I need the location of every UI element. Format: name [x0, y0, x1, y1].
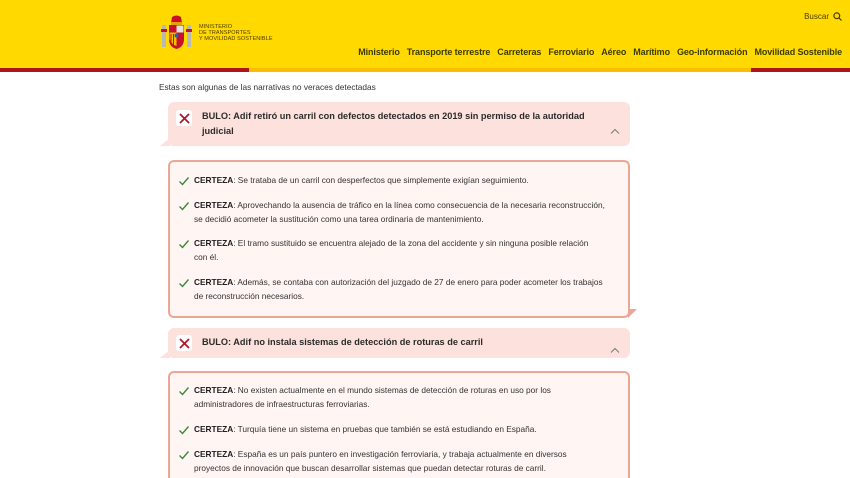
- chevron-up-icon[interactable]: [610, 121, 620, 139]
- bulo-accordion-header-1[interactable]: [168, 102, 630, 146]
- certeza-text: proyectos de innovación que buscan desarrollar sistemas que puedan detectar roturas de carril.: [194, 462, 546, 473]
- main-nav: [358, 47, 842, 57]
- nav-carreteras[interactable]: Carreteras: [497, 47, 542, 57]
- certeza-text: : España es un país puntero en investigación ferroviaria, y trabaja actualmente en diversos: [233, 449, 567, 459]
- logo-line-2: DE TRANSPORTES: [199, 30, 251, 36]
- bulo-title-line: judicial: [202, 126, 234, 136]
- certeza-label: CERTEZA: [194, 238, 234, 248]
- logo-line-3: Y MOVILIDAD SOSTENIBLE: [199, 36, 273, 42]
- search-label: Buscar: [804, 12, 829, 21]
- certeza-text: se decidió acometer la sustitución como una tarea ordinaria de mantenimiento.: [194, 213, 484, 224]
- certeza-item: [178, 237, 622, 264]
- nav-geo-informacion[interactable]: Geo-información: [676, 47, 748, 57]
- certeza-text: : Turquía tiene un sistema en pruebas que también se está estudiando en España.: [233, 424, 537, 434]
- nav-maritimo[interactable]: Marítimo: [633, 47, 670, 57]
- certeza-label: CERTEZA: [194, 277, 234, 287]
- certeza-text: : Además, se contaba con autorización del juzgado de 27 de enero para poder acometer los trabajos: [233, 277, 603, 287]
- certeza-label: CERTEZA: [194, 385, 234, 395]
- bulo-title-1: [202, 109, 585, 139]
- logo-line-1: MINISTERIO: [199, 24, 233, 30]
- bulo-accordion-header-2[interactable]: [168, 328, 630, 358]
- certeza-label: CERTEZA: [194, 200, 234, 210]
- nav-aereo[interactable]: Aéreo: [601, 47, 627, 57]
- certeza-item: [178, 276, 622, 303]
- header-stripe-red-left: [0, 68, 249, 72]
- bulo-title-line: BULO: Adif no instala sistemas de detección de roturas de carril: [202, 337, 483, 347]
- check-icon: [178, 449, 190, 461]
- certeza-text: : No existen actualmente en el mundo sistemas de detección de roturas en uso por los: [233, 385, 551, 395]
- certeza-item: [178, 423, 622, 437]
- certeza-item: [178, 448, 622, 475]
- ministry-name: [199, 24, 273, 42]
- bulo-title-line: BULO: Adif retiró un carril con defectos detectados en 2019 sin permiso de la autoridad: [202, 111, 585, 121]
- certeza-panel-1: [168, 160, 630, 318]
- certeza-text: : El tramo sustituido se encuentra alejado de la zona del accidente y sin ninguna posible relación: [233, 238, 589, 248]
- header-stripe-red-right: [751, 68, 850, 72]
- search-button[interactable]: [804, 12, 842, 21]
- certeza-text: : Se trataba de un carril con desperfectos que simplemente exigían seguimiento.: [233, 175, 529, 185]
- check-icon: [178, 424, 190, 436]
- certeza-text: : Aprovechando la ausencia de tráfico en la línea como consecuencia de la necesaria reconstrucción,: [233, 200, 605, 210]
- check-icon: [178, 175, 190, 187]
- intro-text: Estas son algunas de las narrativas no veraces detectadas: [159, 82, 376, 92]
- header-stripe-orange: [249, 68, 751, 72]
- certeza-text: de reconstrucción necesarios.: [194, 290, 305, 301]
- certeza-label: CERTEZA: [194, 175, 234, 185]
- certeza-item: [178, 174, 622, 188]
- check-icon: [178, 277, 190, 289]
- check-icon: [178, 238, 190, 250]
- coat-of-arms-icon: [160, 15, 193, 51]
- x-icon: [176, 110, 192, 126]
- certeza-item: [178, 384, 622, 411]
- nav-ferroviario[interactable]: Ferroviario: [548, 47, 595, 57]
- certeza-text: con él.: [194, 251, 219, 262]
- certeza-item: [178, 199, 622, 226]
- search-icon: [833, 12, 842, 21]
- chevron-up-icon[interactable]: [610, 340, 620, 358]
- x-icon: [176, 335, 192, 351]
- nav-transporte-terrestre[interactable]: Transporte terrestre: [406, 47, 491, 57]
- check-icon: [178, 200, 190, 212]
- certeza-label: CERTEZA: [194, 449, 234, 459]
- bulo-title-2: [202, 335, 483, 350]
- certeza-text: administradores de infraestructuras ferroviarias.: [194, 398, 370, 409]
- ministry-logo[interactable]: [160, 15, 273, 51]
- certeza-panel-2: [168, 371, 630, 478]
- check-icon: [178, 385, 190, 397]
- certeza-label: CERTEZA: [194, 424, 234, 434]
- site-header: [0, 0, 850, 72]
- nav-ministerio[interactable]: Ministerio: [358, 47, 400, 57]
- nav-movilidad-sostenible[interactable]: Movilidad Sostenible: [754, 47, 842, 57]
